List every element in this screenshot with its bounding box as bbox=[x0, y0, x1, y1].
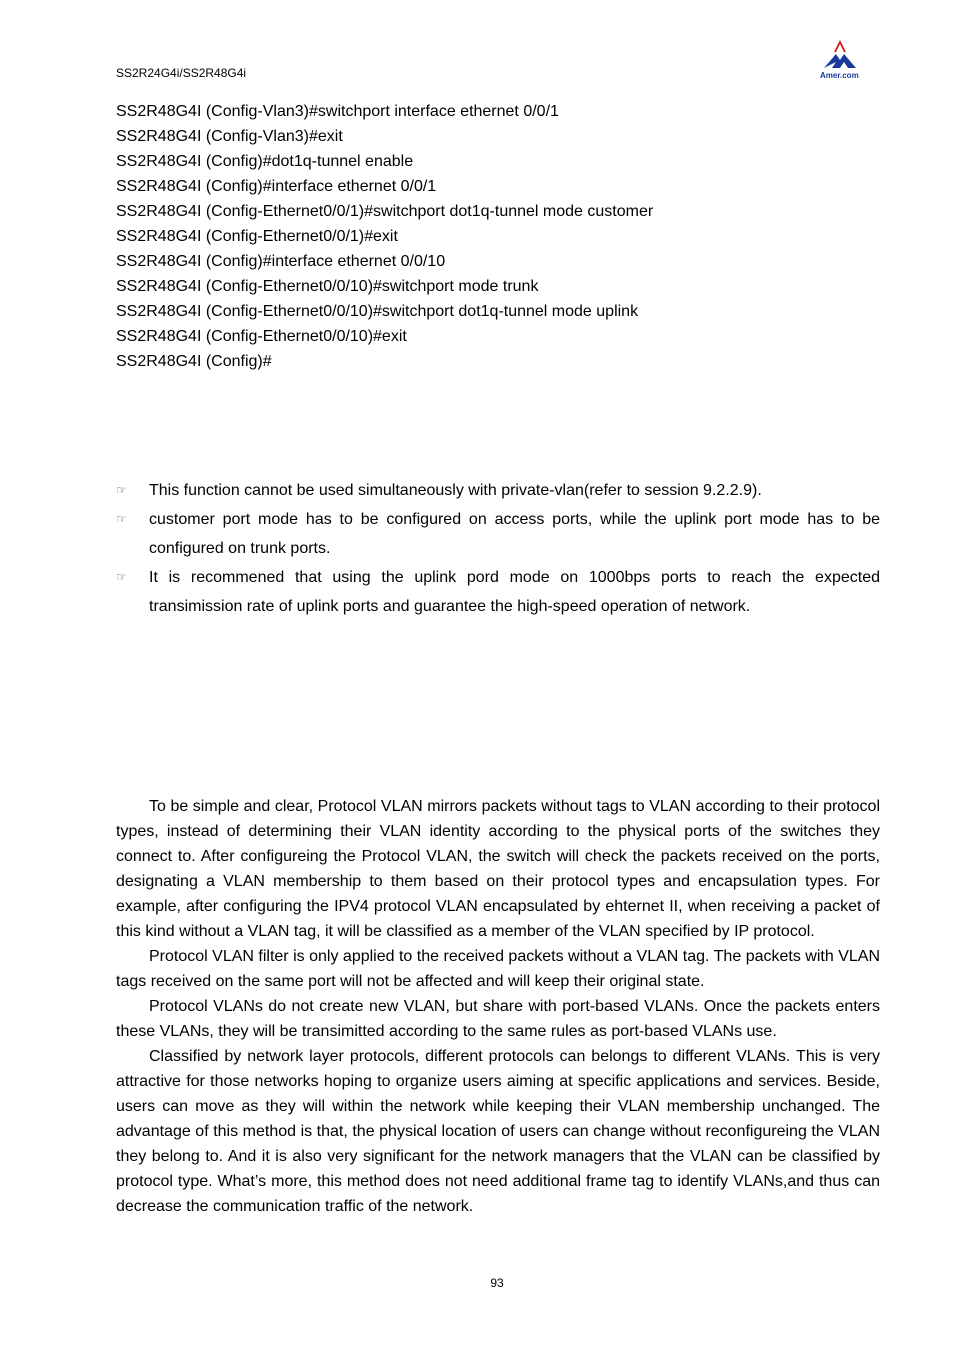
amer-logo bbox=[818, 38, 876, 82]
command-line: SS2R48G4I (Config-Ethernet0/0/1)#exit bbox=[116, 228, 398, 245]
command-line: SS2R48G4I (Config)#interface ethernet 0/0/10 bbox=[116, 253, 446, 270]
command-line: SS2R48G4I (Config)# bbox=[116, 353, 272, 370]
document-header-model: SS2R24G4i/SS2R48G4i bbox=[116, 66, 247, 80]
command-line: SS2R48G4I (Config-Ethernet0/0/10)#exit bbox=[116, 328, 407, 345]
logo-text: Amer.com bbox=[820, 71, 859, 80]
note-item bbox=[116, 505, 880, 563]
command-listing bbox=[116, 99, 886, 374]
body-text bbox=[116, 794, 880, 1219]
command-line: SS2R48G4I (Config-Ethernet0/0/1)#switchport dot1q-tunnel mode customer bbox=[116, 203, 654, 220]
paragraph: To be simple and clear, Protocol VLAN mirrors packets without tags to VLAN according to their protocol types, instead of determining their VLAN identity according to the physical ports of the switches they connect to. After configureing the Protocol VLAN, the switch will check the packets received on the ports, designating a VLAN membership to them based on their protocol types and encapsulation types. For example, after configuring the IPV4 protocol VLAN encapsulated by ehternet II, when receiving a packet of this kind without a VLAN tag, it will be classified as a member of the VLAN specified by IP protocol. bbox=[116, 798, 880, 940]
command-line: SS2R48G4I (Config-Ethernet0/0/10)#switchport mode trunk bbox=[116, 278, 539, 295]
command-line: SS2R48G4I (Config)#interface ethernet 0/0/1 bbox=[116, 178, 437, 195]
pointing-hand-icon: ☞ bbox=[116, 512, 127, 526]
command-line: SS2R48G4I (Config-Vlan3)#exit bbox=[116, 128, 343, 145]
command-line: SS2R48G4I (Config)#dot1q-tunnel enable bbox=[116, 153, 414, 170]
paragraph: Protocol VLAN filter is only applied to the received packets without a VLAN tag. The packets with VLAN tags received on the same port will not be affected and will keep their original state. bbox=[116, 948, 880, 990]
command-line: SS2R48G4I (Config-Vlan3)#switchport interface ethernet 0/0/1 bbox=[116, 103, 559, 120]
note-item bbox=[116, 476, 880, 505]
note-text: This function cannot be used simultaneously with private-vlan(refer to session 9.2.2.9). bbox=[149, 482, 762, 499]
notes-list bbox=[116, 476, 880, 621]
command-line: SS2R48G4I (Config-Ethernet0/0/10)#switchport dot1q-tunnel mode uplink bbox=[116, 303, 639, 320]
pointing-hand-icon: ☞ bbox=[116, 483, 127, 497]
paragraph: Classified by network layer protocols, different protocols can belongs to different VLANs. This is very attractive for those networks hoping to organize users aiming at specific applications and services. Beside, users can move as they will within the network while keeping their VLAN membership unchanged. The advantage of this method is that, the physical location of users can change without reconfigureing the VLAN they belong to. And it is also very significant for the network managers that the VLAN can be classified by protocol type. What’s more, this method does not need additional frame tag to identify VLANs,and thus can decrease the communication traffic of the network. bbox=[116, 1048, 880, 1215]
note-text: customer port mode has to be configured on access ports, while the uplink port mode has to be configured on trunk ports. bbox=[149, 511, 880, 557]
note-text: It is recommened that using the uplink pord mode on 1000bps ports to reach the expected transimission rate of uplink ports and guarantee the high-speed operation of network. bbox=[149, 569, 880, 615]
page-number: 93 bbox=[490, 1276, 504, 1290]
note-item bbox=[116, 563, 880, 621]
pointing-hand-icon: ☞ bbox=[116, 570, 127, 584]
paragraph: Protocol VLANs do not create new VLAN, but share with port-based VLANs. Once the packets enters these VLANs, they will be transimitted according to the same rules as port-based VLANs use. bbox=[116, 998, 880, 1040]
